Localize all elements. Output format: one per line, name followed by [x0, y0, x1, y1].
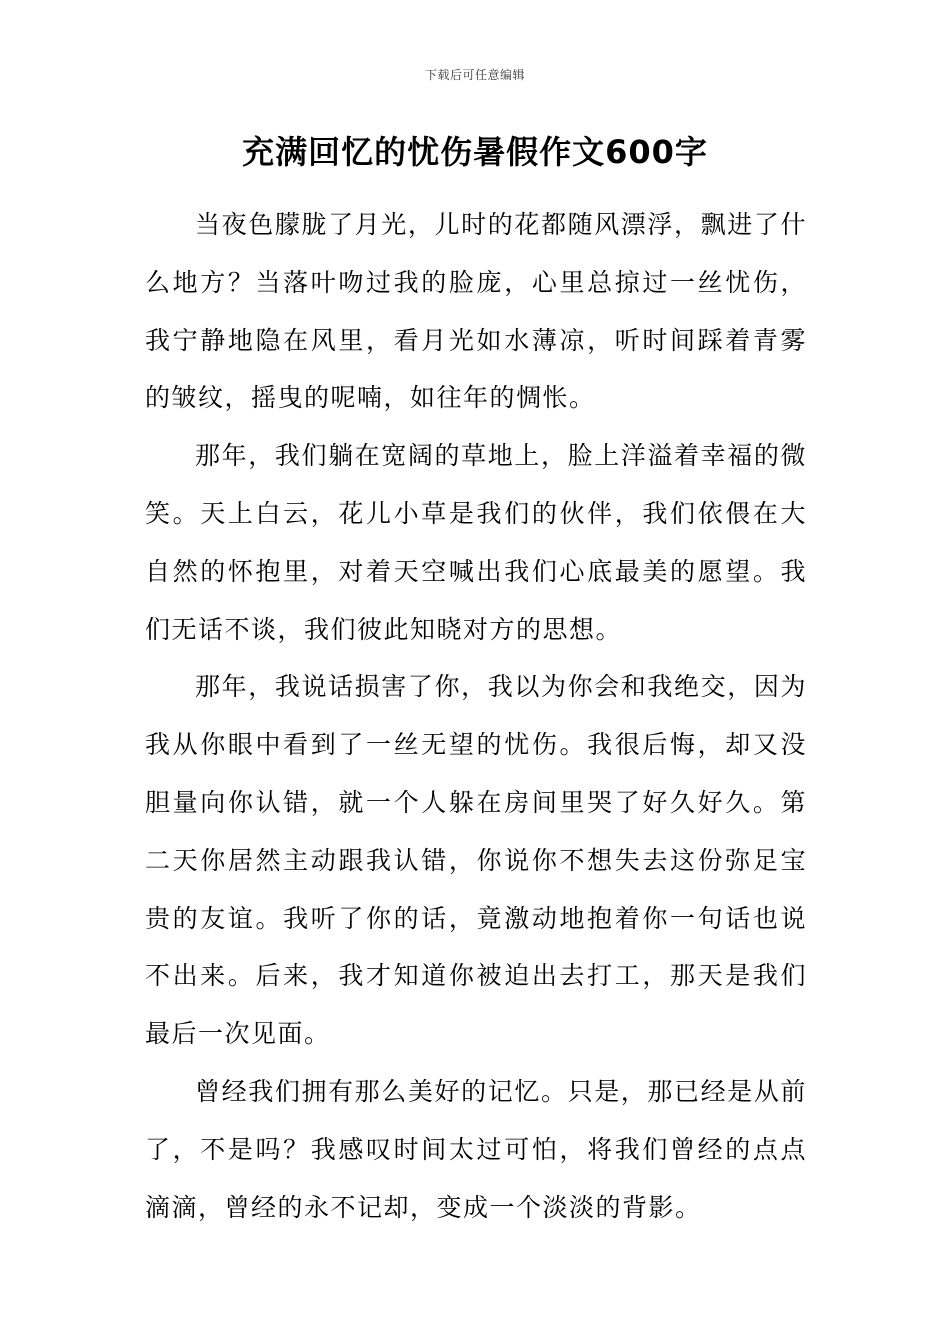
paragraph-4: 曾经我们拥有那么美好的记忆。只是，那已经是从前了，不是吗？我感叹时间太过可怕，将我们曾经的点点滴滴，曾经的永不记却，变成一个淡淡的背影。 [145, 1076, 807, 1222]
document-body [145, 196, 807, 1236]
paragraph-1: 当夜色朦胧了月光，儿时的花都随风漂浮，飘进了什么地方？当落叶吻过我的脸庞，心里总掠过一丝忧伤，我宁静地隐在风里，看月光如水薄凉，听时间踩着青雾的皱纹，摇曳的呢喃，如往年的惆怅。 [145, 210, 807, 413]
header-note: 下载后可任意编辑 [424, 68, 525, 82]
paragraph-3: 那年，我说话损害了你，我以为你会和我绝交，因为我从你眼中看到了一丝无望的忧伤。我很后悔，却又没胆量向你认错，就一个人躲在房间里哭了好久好久。第二天你居然主动跟我认错，你说你不想失去这份弥足宝贵的友谊。我听了你的话，竟激动地抱着你一句话也说不出来。后来，我才知道你被迫出去打工，那天是我们最后一次见面。 [145, 672, 807, 1049]
document-title: 充满回忆的忧伤暑假作文600字 [242, 133, 708, 171]
paragraph-2: 那年，我们躺在宽阔的草地上，脸上洋溢着幸福的微笑。天上白云，花儿小草是我们的伙伴，我们依偎在大自然的怀抱里，对着天空喊出我们心底最美的愿望。我们无话不谈，我们彼此知晓对方的思想。 [145, 441, 807, 644]
